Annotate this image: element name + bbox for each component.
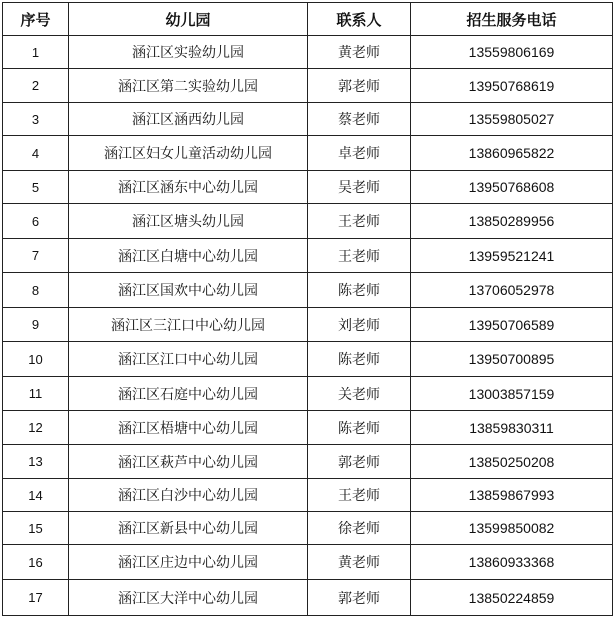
table-row bbox=[3, 36, 613, 69]
table-row bbox=[3, 69, 613, 103]
kindergarten-name: 涵江区第二实验幼儿园 bbox=[69, 69, 308, 103]
header-contact: 联系人 bbox=[308, 3, 411, 36]
contact-person: 吴老师 bbox=[308, 171, 411, 204]
table-row bbox=[3, 239, 613, 273]
header-phone: 招生服务电话 bbox=[411, 3, 613, 36]
row-index: 16 bbox=[3, 545, 69, 580]
row-index: 6 bbox=[3, 204, 69, 239]
contact-person: 郭老师 bbox=[308, 445, 411, 479]
contact-person: 蔡老师 bbox=[308, 103, 411, 136]
row-index: 11 bbox=[3, 377, 69, 411]
kindergarten-name: 涵江区庄边中心幼儿园 bbox=[69, 545, 308, 580]
contact-person: 王老师 bbox=[308, 204, 411, 239]
row-index: 9 bbox=[3, 308, 69, 342]
contact-person: 徐老师 bbox=[308, 512, 411, 545]
kindergarten-name: 涵江区涵东中心幼儿园 bbox=[69, 171, 308, 204]
contact-person: 黄老师 bbox=[308, 545, 411, 580]
kindergarten-name: 涵江区妇女儿童活动幼儿园 bbox=[69, 136, 308, 171]
contact-person: 刘老师 bbox=[308, 308, 411, 342]
contact-person: 陈老师 bbox=[308, 342, 411, 377]
phone-number: 13950706589 bbox=[411, 308, 613, 342]
kindergarten-name: 涵江区三江口中心幼儿园 bbox=[69, 308, 308, 342]
table-row bbox=[3, 171, 613, 204]
table-row bbox=[3, 545, 613, 580]
table-row bbox=[3, 103, 613, 136]
kindergarten-name: 涵江区江口中心幼儿园 bbox=[69, 342, 308, 377]
contact-person: 关老师 bbox=[308, 377, 411, 411]
table-row bbox=[3, 204, 613, 239]
header-row bbox=[3, 3, 613, 36]
phone-number: 13850224859 bbox=[411, 580, 613, 616]
row-index: 12 bbox=[3, 411, 69, 445]
contact-person: 王老师 bbox=[308, 479, 411, 512]
phone-number: 13950768608 bbox=[411, 171, 613, 204]
row-index: 3 bbox=[3, 103, 69, 136]
kindergarten-name: 涵江区涵西幼儿园 bbox=[69, 103, 308, 136]
kindergarten-name: 涵江区萩芦中心幼儿园 bbox=[69, 445, 308, 479]
kindergarten-name: 涵江区白沙中心幼儿园 bbox=[69, 479, 308, 512]
kindergarten-name: 涵江区国欢中心幼儿园 bbox=[69, 273, 308, 308]
kindergarten-name: 涵江区石庭中心幼儿园 bbox=[69, 377, 308, 411]
table-row bbox=[3, 377, 613, 411]
table-body bbox=[3, 36, 613, 616]
row-index: 15 bbox=[3, 512, 69, 545]
phone-number: 13950700895 bbox=[411, 342, 613, 377]
kindergarten-contact-table bbox=[2, 2, 613, 616]
table-row bbox=[3, 136, 613, 171]
kindergarten-name: 涵江区实验幼儿园 bbox=[69, 36, 308, 69]
row-index: 5 bbox=[3, 171, 69, 204]
phone-number: 13559806169 bbox=[411, 36, 613, 69]
row-index: 10 bbox=[3, 342, 69, 377]
row-index: 1 bbox=[3, 36, 69, 69]
phone-number: 13559805027 bbox=[411, 103, 613, 136]
kindergarten-name: 涵江区大洋中心幼儿园 bbox=[69, 580, 308, 616]
phone-number: 13850250208 bbox=[411, 445, 613, 479]
kindergarten-name: 涵江区塘头幼儿园 bbox=[69, 204, 308, 239]
phone-number: 13850289956 bbox=[411, 204, 613, 239]
phone-number: 13706052978 bbox=[411, 273, 613, 308]
contact-person: 陈老师 bbox=[308, 273, 411, 308]
row-index: 2 bbox=[3, 69, 69, 103]
phone-number: 13003857159 bbox=[411, 377, 613, 411]
phone-number: 13950768619 bbox=[411, 69, 613, 103]
row-index: 13 bbox=[3, 445, 69, 479]
table-row bbox=[3, 445, 613, 479]
row-index: 17 bbox=[3, 580, 69, 616]
table-row bbox=[3, 580, 613, 616]
kindergarten-name: 涵江区新县中心幼儿园 bbox=[69, 512, 308, 545]
header-kindergarten: 幼儿园 bbox=[69, 3, 308, 36]
table-row bbox=[3, 411, 613, 445]
table-row bbox=[3, 308, 613, 342]
table-row bbox=[3, 273, 613, 308]
table-row bbox=[3, 512, 613, 545]
row-index: 7 bbox=[3, 239, 69, 273]
header-index: 序号 bbox=[3, 3, 69, 36]
contact-person: 黄老师 bbox=[308, 36, 411, 69]
phone-number: 13860933368 bbox=[411, 545, 613, 580]
row-index: 8 bbox=[3, 273, 69, 308]
table-row bbox=[3, 342, 613, 377]
phone-number: 13860965822 bbox=[411, 136, 613, 171]
phone-number: 13599850082 bbox=[411, 512, 613, 545]
row-index: 14 bbox=[3, 479, 69, 512]
contact-person: 王老师 bbox=[308, 239, 411, 273]
contact-person: 郭老师 bbox=[308, 69, 411, 103]
contact-person: 郭老师 bbox=[308, 580, 411, 616]
kindergarten-name: 涵江区梧塘中心幼儿园 bbox=[69, 411, 308, 445]
kindergarten-name: 涵江区白塘中心幼儿园 bbox=[69, 239, 308, 273]
contact-person: 陈老师 bbox=[308, 411, 411, 445]
row-index: 4 bbox=[3, 136, 69, 171]
contact-person: 卓老师 bbox=[308, 136, 411, 171]
table-row bbox=[3, 479, 613, 512]
phone-number: 13859830311 bbox=[411, 411, 613, 445]
phone-number: 13959521241 bbox=[411, 239, 613, 273]
phone-number: 13859867993 bbox=[411, 479, 613, 512]
